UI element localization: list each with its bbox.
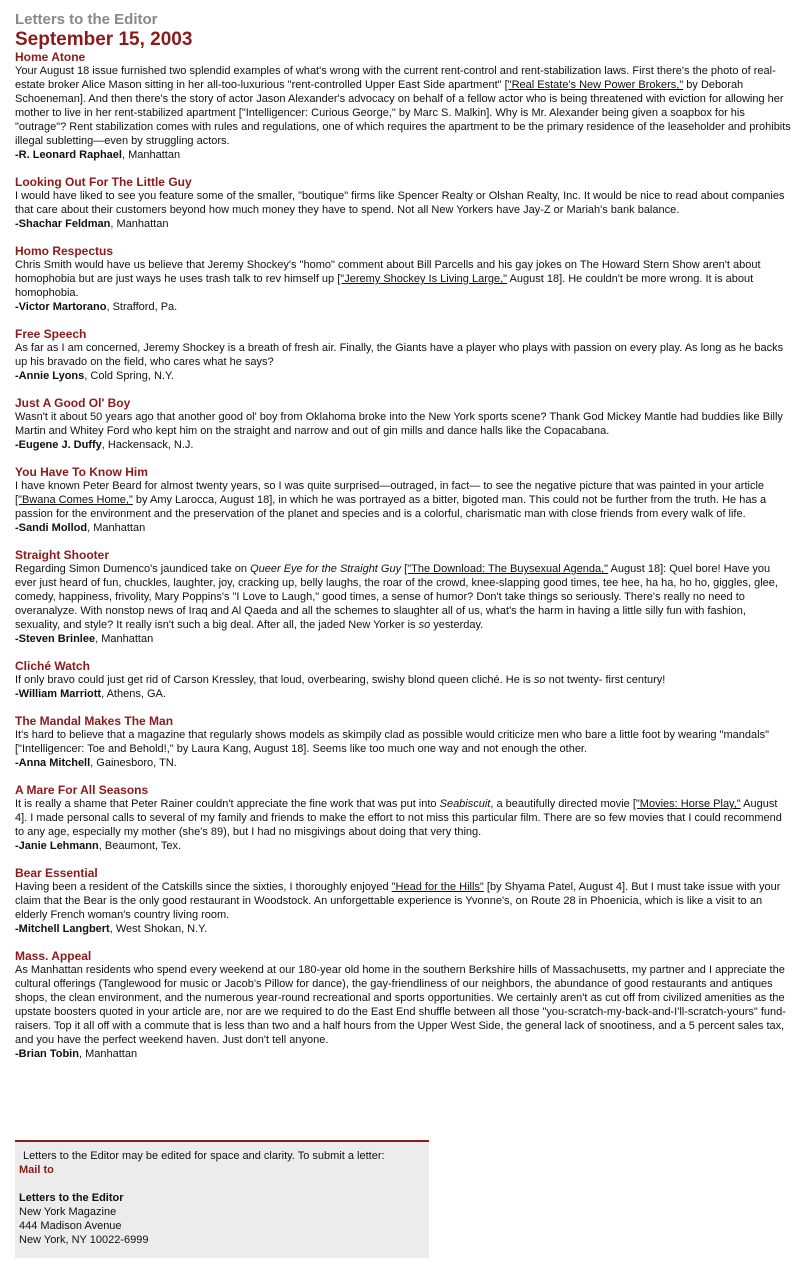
author-name: -Steven Brinlee (15, 633, 96, 645)
letter-body (15, 64, 791, 148)
body-text: yesterday. (430, 619, 484, 631)
letter (15, 548, 791, 646)
letter-signature (15, 148, 791, 162)
submission-note: Letters to the Editor may be edited for space and clarity. To submit a letter: (23, 1150, 385, 1162)
letter-body (15, 963, 791, 1047)
author-location: , Gainesboro, TN. (90, 757, 177, 769)
author-name: -R. Leonard Raphael (15, 149, 122, 161)
author-name: -Mitchell Langbert (15, 923, 110, 935)
letter (15, 866, 791, 936)
body-text: by Amy Larocca, August 18], in which he was portrayed as a bitter, bigoted man. This could not be further from the truth. He has a passion for the environment and the preservation of the planet and species and is a colorful, charismatic man with close friends from every walk of life. (15, 494, 767, 520)
letter-body (15, 341, 791, 369)
letter-signature (15, 922, 791, 936)
author-name: -Brian Tobin (15, 1048, 79, 1060)
letter-title: Mass. Appeal (15, 949, 92, 963)
letter (15, 783, 791, 853)
letters-list (15, 50, 791, 1061)
letter-body (15, 258, 791, 300)
author-location: , Beaumont, Tex. (98, 840, 182, 852)
body-text: Regarding Simon Dumenco's jaundiced take on (15, 563, 251, 575)
body-text: , a beautifully directed movie (490, 798, 633, 810)
author-location: , Strafford, Pa. (106, 301, 178, 313)
author-location: , Manhattan (95, 633, 154, 645)
body-text: [by Shyama Patel, August 4]. But I must take issue with your claim that the Bear is the only good restaurant in Woodstock. An unforgettable experience is Yvonne's, on Route 28 in Phoenicia, which is like a visit to an elderly French woman's country living room. (15, 881, 781, 921)
body-text: Chris Smith would have us believe that Jeremy Shockey's "homo" comment about Bill Parcells and his gay jokes on The Howard Stern Show aren't about homophobia but are just ways he uses trash talk to rev himself up (15, 259, 761, 285)
author-location: , Athens, GA. (101, 688, 166, 700)
letter-signature (15, 1047, 791, 1061)
letter-title: The Mandal Makes The Man (15, 714, 174, 728)
section-kicker: Letters to the Editor (15, 11, 158, 28)
body-text: by Deborah Schoeneman]. And then there's the story of actor Jason Alexander's advocacy on behalf of a fellow actor who is being threatened with eviction for allowing her mother to live in her rent-stabilized apartment ["Intelligencer: Curious George," by Marc S. Malkin]. Why is Mr. Alexander being given a soapbox for his "outrage"? Rent stabilization comes with rules and regulations, one of which requires the apartment to be the primary residence of the leaseholder and prohibits illegal subletting—even by struggling actors. (15, 79, 791, 147)
letter-title: Free Speech (15, 327, 87, 341)
author-location: , West Shokan, N.Y. (109, 923, 208, 935)
letter-body (15, 797, 791, 839)
author-name: -William Marriott (15, 688, 102, 700)
body-text: Wasn't it about 50 years ago that another good ol' boy from Oklahoma broke into the New York sports scene? Thank God Mickey Mantle had buddies like Billy Martin and Whitey Ford who kept him on the straight and narrow and out of gin mills and dance halls like the Copacabana. (15, 411, 783, 437)
letter-signature (15, 632, 791, 646)
letter-signature (15, 756, 791, 770)
letter-title: A Mare For All Seasons (15, 783, 149, 797)
article-link[interactable]: ["The Download: The Buysexual Agenda," (404, 563, 609, 575)
body-text: August 18]: Quel bore! Have you ever just heard of fun, chuckles, laughter, joy, cracking up, belly laughs, the roar of the crowd, knee-slapping good times, tee hee, ha ha, ho ho, giggles, glee, comedy, happiness, frivolity, Mary Poppins's "I Love to Laugh," good times, a sense of humor? Don't take things so seriously. There's really no need to overanalyze. With nonstop news of Iraq and Al Qaeda and all the schemes to slaughter all of us, what's the harm in having a little silly fun with fashion, sexuality, and style? It really isn't such a big deal. After all, the jaded New Yorker is (15, 563, 778, 631)
author-name: -Sandi Mollod (15, 522, 88, 534)
submission-box (15, 1140, 429, 1258)
address-line: New York, NY 10022-6999 (19, 1234, 149, 1246)
letter-body (15, 880, 791, 922)
address-line: 444 Madison Avenue (19, 1220, 122, 1232)
body-text: Having been a resident of the Catskills since the sixties, I thoroughly enjoyed (15, 881, 392, 893)
body-text: It is really a shame that Peter Rainer couldn't appreciate the fine work that was put into (15, 798, 440, 810)
letter-body (15, 189, 791, 217)
italic-title: Queer Eye for the Straight Guy (250, 563, 402, 575)
letter-signature (15, 438, 791, 452)
body-text: As far as I am concerned, Jeremy Shockey is a breath of fresh air. Finally, the Giants have a player who plays with passion on every play. As long as he backs up his bravado on the field, who cares what he says? (15, 342, 784, 368)
letter-title: Bear Essential (15, 866, 98, 880)
letter-title: Home Atone (15, 50, 86, 64)
letter-title: Just A Good Ol' Boy (15, 396, 131, 410)
author-name: -Anna Mitchell (15, 757, 91, 769)
author-location: , Manhattan (87, 522, 146, 534)
letter-signature (15, 839, 791, 853)
article-link[interactable]: ["Movies: Horse Play," (632, 798, 741, 810)
body-text: I have known Peter Beard for almost twenty years, so I was quite surprised—outraged, in fact— to see the negative picture that was painted in your article (15, 480, 764, 492)
body-text: If only bravo could just get rid of Carson Kressley, that loud, overbearing, swishy blond queen cliché. He is (15, 674, 534, 686)
letters-page (15, 11, 791, 1074)
letter (15, 50, 791, 162)
author-location: , Cold Spring, N.Y. (84, 370, 174, 382)
letter-body (15, 410, 791, 438)
italic-title: so (418, 619, 431, 631)
italic-title: so (533, 674, 546, 686)
author-name: -Janie Lehmann (15, 840, 99, 852)
letter (15, 465, 791, 535)
letter-body (15, 562, 791, 632)
author-name: -Eugene J. Duffy (15, 439, 102, 451)
author-location: , Manhattan (110, 218, 169, 230)
letter (15, 396, 791, 452)
letter-body (15, 479, 791, 521)
body-text: It's hard to believe that a magazine that regularly shows models as skimpily clad as possible would criticize men who bare a little foot by wearing "mandals" ["Intelligencer: Toe and Behold!," by Laura Kang, August 18]. Seems like too much one way and not enough the other. (15, 729, 769, 755)
author-name: -Shachar Feldman (15, 218, 111, 230)
letter-signature (15, 369, 791, 383)
letter (15, 327, 791, 383)
letter (15, 949, 791, 1061)
author-location: , Hackensack, N.J. (101, 439, 194, 451)
letter-title: Cliché Watch (15, 659, 90, 673)
mailing-address (19, 1191, 148, 1247)
letter-body (15, 728, 791, 756)
italic-title: Seabiscuit (439, 798, 491, 810)
author-name: -Annie Lyons (15, 370, 85, 382)
article-link[interactable]: ["Jeremy Shockey Is Living Large," (337, 273, 508, 285)
address-line: New York Magazine (19, 1206, 117, 1218)
letter-title: Looking Out For The Little Guy (15, 175, 192, 189)
letter (15, 175, 791, 231)
body-text: As Manhattan residents who spend every weekend at our 180-year old home in the southern Berkshire hills of Massachusetts, my partner and I appreciate the cultural offerings (Tanglewood for music or Jacob's Pillow for dance), the gay-friendliness of our neighbors, the abundance of good restaurants and antiques shops, the clean environment, and the numerous year-round recreational and sports opportunities. We certainly aren't as cut off from civilized amenities as the upstate boosters quoted in your article are, nor are we required to do the East End shuffle between all those "you-scratch-my-back-and-I'll-scratch-yours" fund-raisers. Top it all off with a commute that is less than two and a half hours from the Upper West Side, the general lack of snootiness, and a 5 percent sales tax, and you have the perfect weekend haven. Just don't tell anyone. (15, 964, 786, 1046)
mail-to-heading: Mail to (19, 1164, 54, 1176)
letter-title: Straight Shooter (15, 548, 110, 562)
article-link[interactable]: "Head for the Hills" (391, 881, 484, 893)
author-location: , Manhattan (78, 1048, 138, 1060)
letter (15, 714, 791, 770)
letter-signature (15, 300, 791, 314)
author-location: , Manhattan (121, 149, 181, 161)
letter-signature (15, 687, 791, 701)
issue-date: September 15, 2003 (15, 29, 193, 50)
letter-title: Homo Respectus (15, 244, 114, 258)
letter-body (15, 673, 791, 687)
letter-signature (15, 521, 791, 535)
letter-signature (15, 217, 791, 231)
author-name: -Victor Martorano (15, 301, 107, 313)
letter (15, 659, 791, 701)
body-text: I would have liked to see you feature some of the smaller, "boutique" firms like Spencer Realty or Olshan Realty, Inc. It would be nice to read about companies that care about their customers beyond how much money they have to spend. Not all New Yorkers have Jay-Z or Mariah's bank balance. (15, 190, 785, 216)
body-text: August 4]. I made personal calls to several of my family and friends to make the effort to not miss this particular film. There are so few movies that I could recommend to any age, especially my mother (she's 89), but I had no misgivings about doing that very thing. (15, 798, 782, 838)
body-text: not twenty- first century! (545, 674, 666, 686)
body-text: August 18]. He couldn't be more wrong. It is about homophobia. (15, 273, 754, 299)
letter (15, 244, 791, 314)
article-link[interactable]: ["Bwana Comes Home," (15, 494, 133, 506)
body-text: Your August 18 issue furnished two splendid examples of what's wrong with the current rent-control and rent-stabilization laws. First there's the photo of real-estate broker Alice Mason sitting in her all-too-luxurious "rent-controlled Upper East Side apartment" (15, 65, 776, 91)
address-line: Letters to the Editor (19, 1192, 124, 1204)
article-link[interactable]: ["Real Estate's New Power Brokers," (504, 79, 684, 91)
letter-title: You Have To Know Him (15, 465, 148, 479)
